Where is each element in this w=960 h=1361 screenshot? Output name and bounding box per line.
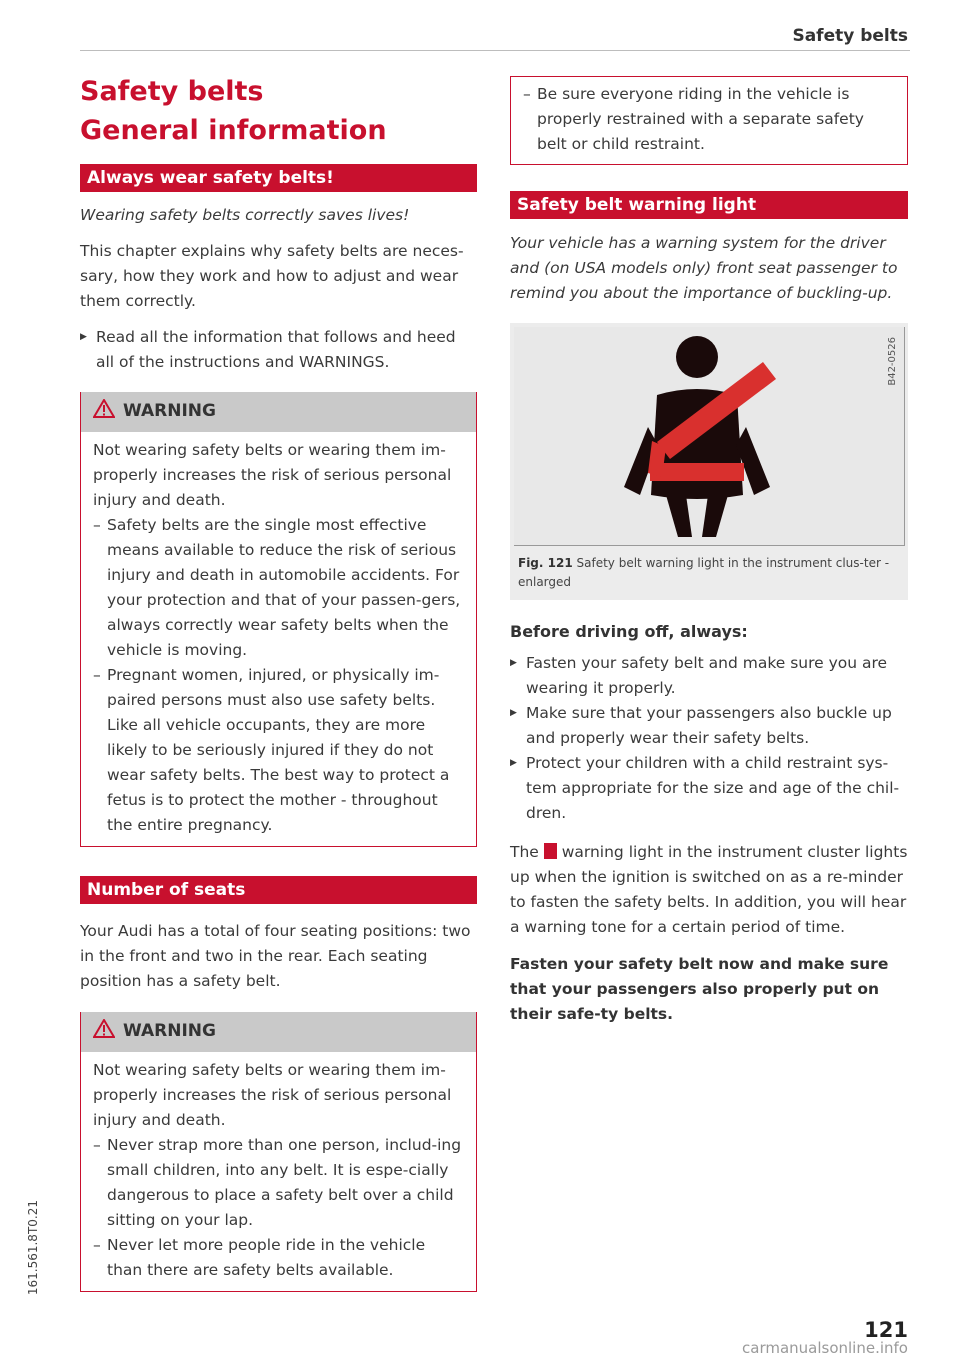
figure-label: Fig. 121 (518, 556, 573, 570)
warning-light-paragraph (510, 840, 908, 940)
warning-light-heading: Safety belt warning light (510, 191, 908, 219)
chapter-title: Safety belts (80, 76, 264, 107)
before-driving-heading: Before driving off, always: (510, 622, 748, 641)
warning-body (81, 432, 476, 846)
seatbelt-warning-icon (544, 843, 557, 859)
warning-light-text-rest: warning light in the instrument cluster lights up when the ignition is switched on as a re-minder to fasten the safety belts. In addition, you will hear a warning tone for a certain period of time. (510, 843, 908, 936)
left-column (80, 70, 477, 1292)
warning-box (80, 1012, 477, 1292)
instruction-list (80, 325, 477, 375)
list-item: ▶ Fasten your safety belt and make sure you are wearing it properly. (510, 651, 908, 701)
figure-image (514, 327, 905, 546)
intro-text: Wearing safety belts correctly saves lives! (80, 206, 410, 224)
list-item: ▶ Read all the information that follows and heed all of the instructions and WARNINGS. (80, 325, 477, 375)
document-code: 161.561.8T0.21 (26, 1200, 40, 1296)
warning-header (81, 392, 476, 432)
before-driving-list (510, 651, 908, 826)
list-item: ▶ Protect your children with a child restraint sys-tem appropriate for the size and age of the chil-dren. (510, 751, 908, 826)
list-item: – Be sure everyone riding in the vehicle is properly restrained with a separate safety belt or child restraint. (523, 82, 895, 157)
list-item: ▶ Make sure that your passengers also buckle up and properly wear their safety belts. (510, 701, 908, 751)
note-box (510, 76, 908, 165)
always-wear-heading: Always wear safety belts! (80, 164, 477, 192)
right-column (510, 76, 908, 1027)
warning-text: Not wearing safety belts or wearing them im-properly increases the risk of serious personal injury and death. (93, 1061, 452, 1129)
list-item: – Never strap more than one person, includ-ing small children, into any belt. It is espe-cially dangerous to place a safety belt over a child sitting on your lap. (93, 1133, 464, 1233)
figure (510, 323, 908, 600)
page-number: 121 (864, 1318, 908, 1342)
seats-paragraph: Your Audi has a total of four seating positions: two in the front and two in the rear. Each seating position has a safety belt. (80, 922, 471, 990)
figure-caption-text: Safety belt warning light in the instrument clus-ter - enlarged (518, 556, 890, 589)
warning-box (80, 392, 477, 847)
note-list (523, 82, 895, 157)
warning-title: WARNING (123, 401, 216, 421)
running-head: Safety belts (792, 26, 908, 46)
warning-body (81, 1052, 476, 1291)
list-item: – Safety belts are the single most effective means available to reduce the risk of serious injury and death in automobile accidents. For your protection and that of your passen-gers, always correctly wear safety belts when the vehicle is moving. (93, 513, 464, 663)
warning-triangle-icon (93, 1019, 115, 1043)
warning-header (81, 1012, 476, 1052)
seatbelt-warning-icon (514, 327, 904, 545)
warning-light-text-start: The (510, 843, 539, 861)
figure-code: B42-0526 (887, 337, 898, 386)
figure-caption (514, 546, 904, 596)
final-instruction: Fasten your safety belt now and make sure that your passengers also properly put on their safe-ty belts. (510, 955, 889, 1023)
header-rule (80, 50, 910, 51)
watermark: carmanualsonline.info (742, 1339, 908, 1357)
list-item: – Pregnant women, injured, or physically im-paired persons must also use safety belts. Like all vehicle occupants, they are more likely to be seriously injured if they do not wear safety belts. The best way to protect a fetus is to protect the mother - throughout the entire pregnancy. (93, 663, 464, 838)
number-of-seats-heading: Number of seats (80, 876, 477, 904)
warning-title: WARNING (123, 1021, 216, 1041)
chapter-intro-paragraph: This chapter explains why safety belts are neces-sary, how they work and how to adjust and wear them correctly. (80, 242, 464, 310)
warning-light-intro: Your vehicle has a warning system for the driver and (on USA models only) front seat passenger to remind you about the importance of buckling-up. (510, 234, 898, 302)
warning-text: Not wearing safety belts or wearing them im-properly increases the risk of serious personal injury and death. (93, 441, 452, 509)
warning-list (93, 513, 464, 838)
warning-list (93, 1133, 464, 1283)
warning-triangle-icon (93, 399, 115, 423)
section-title: General information (80, 115, 387, 146)
list-item: – Never let more people ride in the vehicle than there are safety belts available. (93, 1233, 464, 1283)
